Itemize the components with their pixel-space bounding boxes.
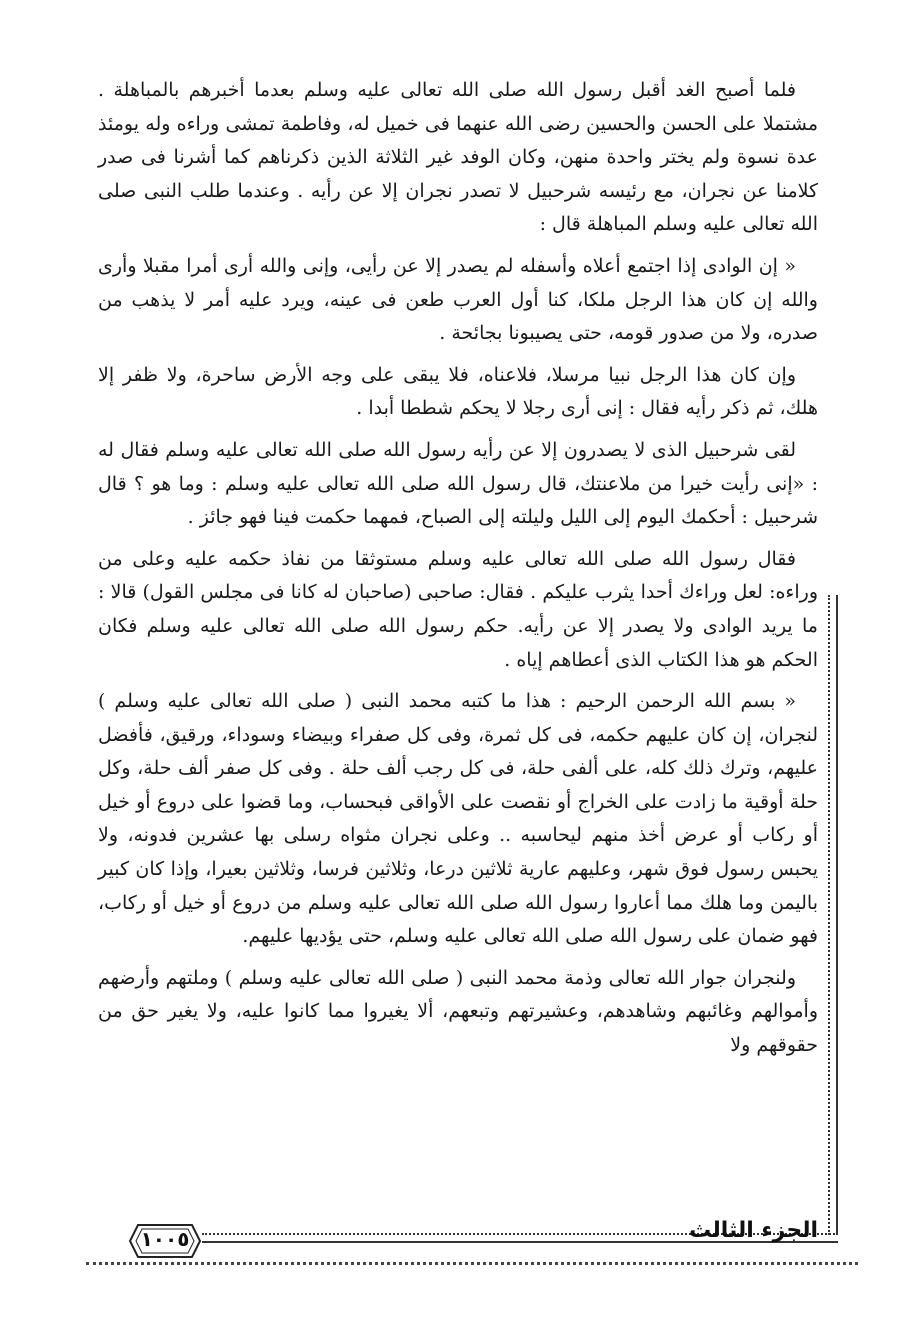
page-body	[98, 74, 818, 1071]
decorative-border-right	[828, 595, 838, 1235]
paragraph-5: فقال رسول الله صلى الله تعالى عليه وسلم مستوثقا من نفاذ حكمه عليه وعلى من وراءه: لعل وراءك أحدا يثرب عليكم . فقال: صاحبى (صاحبان له كانا فى مجلس القول) قالا : ما يريد الوادى ولا يصدر إلا عن رأيه. حكم رسول الله صلى الله تعالى عليه وسلم فكان الحكم هو هذا الكتاب الذى أعطاهم إياه .	[98, 547, 818, 671]
paragraph-7: ولنجران جوار الله تعالى وذمة محمد النبى ( صلى الله تعالى عليه وسلم ) وملتهم وأرضهم وأموالهم وغائبهم وشاهدهم، وعشيرتهم وتبعهم، ألا يغيروا مما كانوا عليه، ولا يغير حق من حقوقهم ولا	[98, 966, 818, 1057]
paragraph-2: « إن الوادى إذا اجتمع أعلاه وأسفله لم يصدر إلا عن رأيى، وإنى والله أرى أمرا مقبلا وأرى والله إن كان هذا الرجل ملكا، كنا أول العرب طعن فى عينه، ويرد عليه أمر لا يذهب من صدره، ولا من صدور قومه، حتى يصيبونا بجائحة .	[98, 254, 818, 345]
paragraph-6: « بسم الله الرحمن الرحيم : هذا ما كتبه محمد النبى ( صلى الله تعالى عليه وسلم ) لنجران، إن كان عليهم حكمه، فى كل ثمرة، وفى كل صفراء وبيضاء وسوداء، ورقيق، فأفضل عليهم، وترك ذلك كله، على ألفى حلة، فى كل رجب ألف حلة . وفى كل صفر ألف حلة، وكل حلة أوقية ما زادت على الخراج أو نقصت على الأواقى فبحساب، وما قضوا على دروع أو خيل أو ركاب أو عرض أخذ منهم ليحاسبه .. وعلى نجران مثواه رسلى بها عشرين فدونه، ولا يحبس رسول فوق شهر، وعليهم عارية ثلاثين درعا، وثلاثين فرسا، وثلاثين بعيرا، وإذا كان كبير باليمن وما هلك مما أعاروا رسول الله صلى الله تعالى عليه وسلم من دروع أو خيل أو ركاب، فهو ضمان على رسول الله صلى الله تعالى عليه وسلم، حتى يؤديها عليهم.	[98, 690, 818, 948]
page-number-badge	[128, 1221, 202, 1261]
paragraph-4: لقى شرحبيل الذى لا يصدرون إلا عن رأيه رسول الله صلى الله تعالى عليه وسلم فقال له : «إنى رأيت خيرا من ملاعنتك، قال رسول الله صلى الله تعالى عليه وسلم : وما هو ؟ قال شرحبيل : أحكمك اليوم إلى الليل وليلته إلى الصباح، فمهما حكمت فينا فهو جائز .	[98, 438, 818, 529]
paragraph-1: فلما أصبح الغد أقبل رسول الله صلى الله تعالى عليه وسلم بعدما أخبرهم بالمباهلة . مشتملا على الحسن والحسين رضى الله عنهما فى خميل له، وفاطمة تمشى وراءه وله يومئذ عدة نسوة ولم يختر واحدة منهن، وكان الوفد غير الثلاثة الذين ذكرناهم كما أشرنا فى صدر كلامنا عن نجران، مع رئيسه شرحبيل لا تصدر نجران إلا عن رأيه . وعندما طلب النبى صلى الله تعالى عليه وسلم المباهلة قال :	[98, 79, 818, 236]
page-number: ١٠٠٥	[140, 1227, 190, 1251]
footer-part-title: الجزء الثالث	[689, 1218, 818, 1243]
footer-divider	[86, 1262, 858, 1265]
paragraph-3: وإن كان هذا الرجل نبيا مرسلا، فلاعناه، فلا يبقى على وجه الأرض ساحرة، ولا ظفر إلا هلك، ثم ذكر رأيه فقال : إنى أرى رجلا لا يحكم شططا أبدا .	[98, 363, 818, 420]
